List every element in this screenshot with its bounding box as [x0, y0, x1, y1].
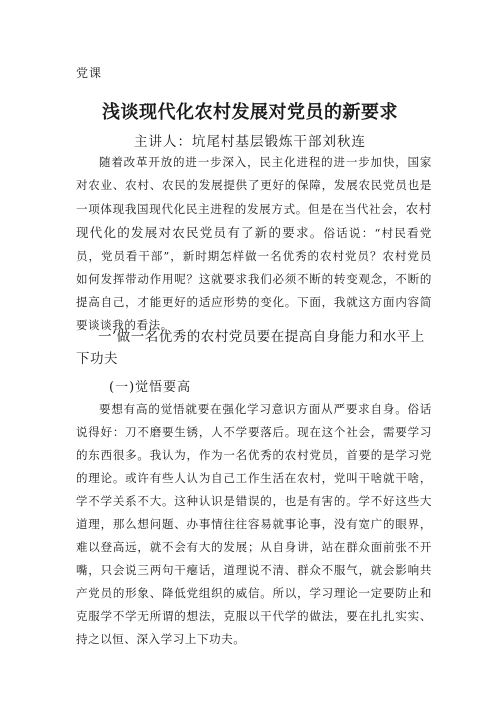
intro-paragraph-text-3: 俗话说：“村民看党员，党员看干部”，新时期怎样做一名优秀的农村党员？农村党员如何发挥带动作用呢？这就要求我们必须不断的转变观念，不断的提高自己，才能更好的适应形势的变化。下面，我就这方面内容简要谈谈我的看法。: [76, 226, 432, 332]
intro-paragraph-text-1: 随着改革开放的进一步深入，民主化进程的进一步加快，国家对农业、农村、农民的发展提供了更好的保障，发展农民党员也是一项体现我国现代化民主进程的发展方式。但是在当代社会，: [76, 155, 432, 216]
subsection-heading-1: (一)觉悟要高: [109, 380, 192, 395]
document-title: 浅谈现代化农村发展对党员的新要求: [102, 102, 398, 123]
category-label: 党课: [76, 66, 103, 80]
subsection-paragraph-1: 要想有高的觉悟就要在强化学习意识方面从严要求自身。俗话说得好：刀不磨要生锈，人不学要落后。现在这个社会，需要学习的东西很多。我认为，作为一名优秀的农村党员，首要的是学习党的理论。或许有些人认为自己工作生活在农村，党叫干啥就干啥，学不学关系不大。这种认识是错误的，也是有害的。学不好这些大道理，那么想问题、办事情往往容易就事论事，没有宽广的眼界，难以登高远，就不会有大的发展；从自身讲，站在群众面前张不开嘴，只会说三两句干瘪话，道理说不清、群众不服气，就会影响共产党员的形象、降低党组织的威信。所以，学习理论一定要防止和克服学不学无所谓的想法，克服以干代学的做法，要在扎扎实实、持之以恒、深入学习上下功夫。: [76, 402, 432, 646]
intro-paragraph-text-2: 农村现代化的发展对农民党员有了新的要求。: [76, 201, 432, 240]
speaker-line: 主讲人：坑尾村基层锻炼干部刘秋连: [134, 134, 366, 150]
intro-paragraph: [76, 151, 432, 337]
section-heading-1: 一’做一名优秀的农村党员要在提高自身能力和水平上下功夫: [76, 329, 425, 367]
